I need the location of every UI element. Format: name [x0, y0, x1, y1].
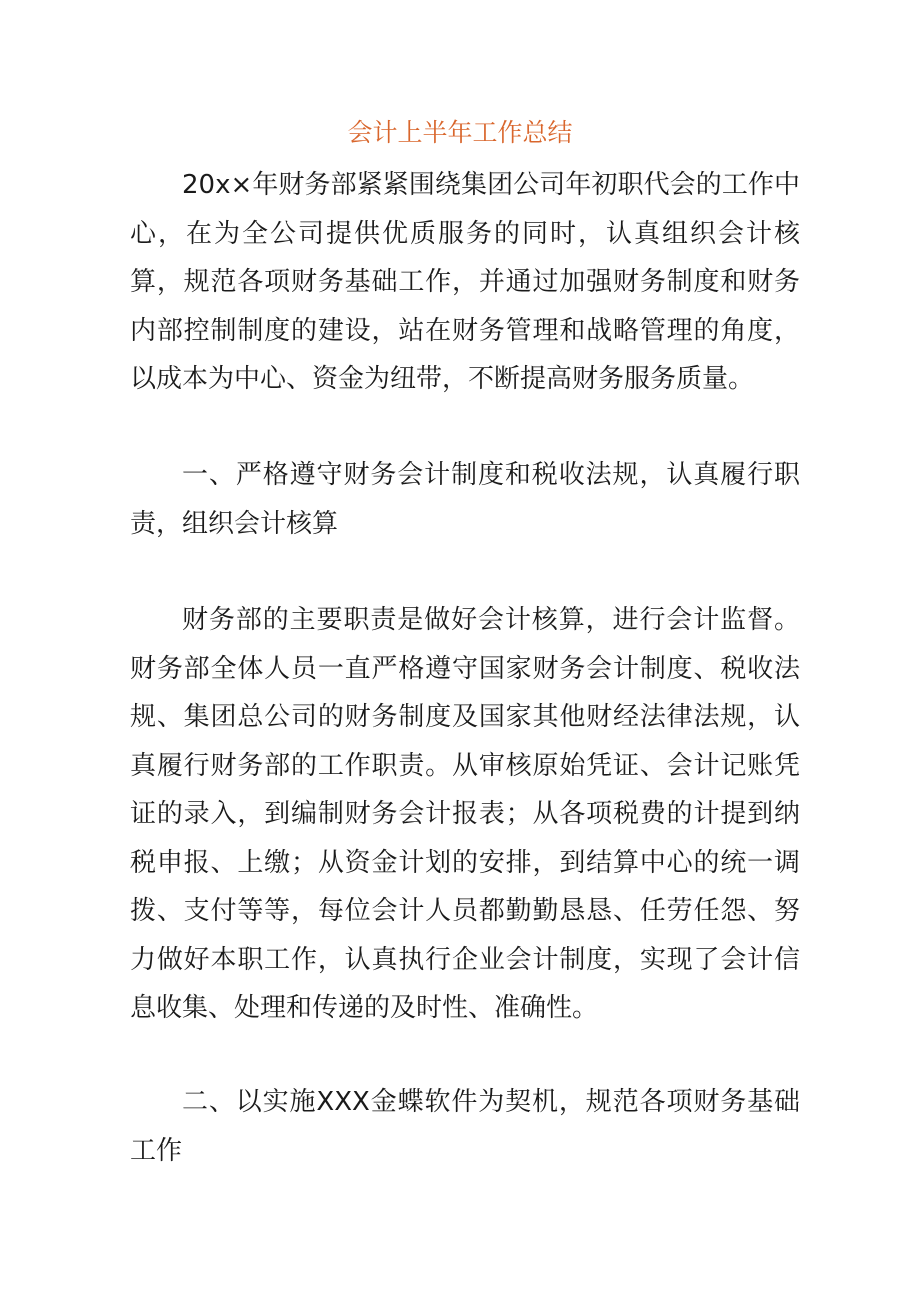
section-1-paragraph: 财务部的主要职责是做好会计核算，进行会计监督。财务部全体人员一直严格遵守国家财务会计制度、税收法规、集团总公司的财务制度及国家其他财经法律法规，认真履行财务部的工作职责。从审核原始凭证、会计记账凭证的录入，到编制财务会计报表；从各项税费的计提到纳税申报、上缴；从资金计划的安排，到结算中心的统一调拨、支付等等，每位会计人员都勤勤恳恳、任劳任怨、努力做好本职工作，认真执行企业会计制度，实现了会计信息收集、处理和传递的及时性、准确性。 — [130, 605, 800, 1023]
document-title: 会计上半年工作总结 — [347, 118, 573, 147]
section-heading-2: 二、以实施XXX金蝶软件为契机，规范各项财务基础工作 — [130, 1087, 800, 1166]
section-heading-1: 一、严格遵守财务会计制度和税收法规，认真履行职责，组织会计核算 — [130, 460, 800, 539]
intro-paragraph: 20x×年财务部紧紧围绕集团公司年初职代会的工作中心，在为全公司提供优质服务的同时，认真组织会计核算，规范各项财务基础工作，并通过加强财务制度和财务内部控制制度的建设，站在财务管理和战略管理的角度，以成本为中心、资金为纽带，不断提高财务服务质量。 — [130, 170, 800, 394]
